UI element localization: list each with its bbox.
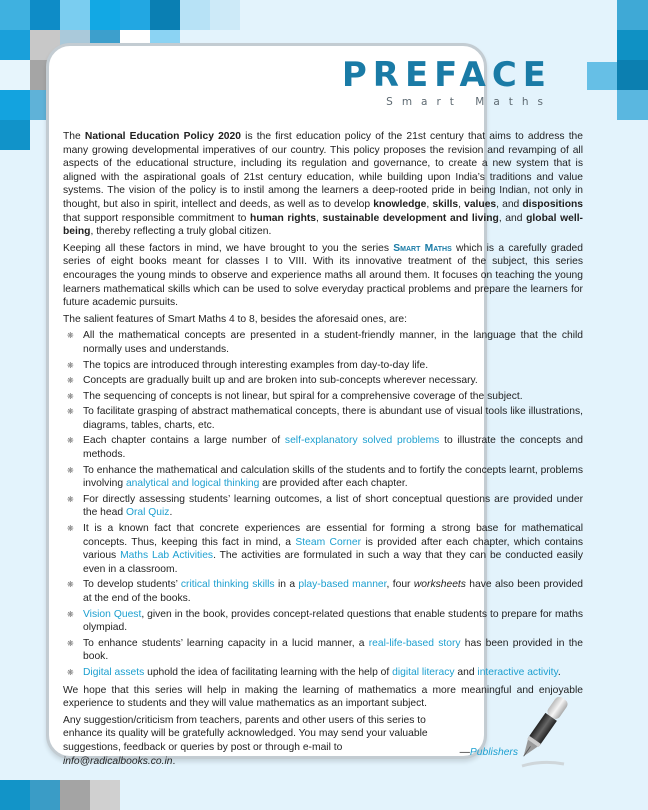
bold-text: skills [432, 198, 459, 210]
bullet-icon: ❋ [67, 331, 74, 341]
bullet-icon: ❋ [67, 580, 74, 590]
list-item [63, 405, 583, 432]
bullet-icon: ❋ [67, 609, 74, 619]
signature-dash: — [459, 747, 470, 758]
highlight-text: self-explanatory solved problems [284, 435, 440, 447]
text: To facilitate grasping of abstract mathematical concepts, there is abundant use of visual tools like illustrations, diagrams, tables, charts, etc. [83, 406, 583, 431]
highlight-text: Digital assets [83, 666, 145, 678]
bullet-icon: ❋ [67, 391, 74, 401]
page-subtitle: Smart Maths [386, 96, 552, 108]
text: has been provided in the book. [83, 637, 584, 663]
list-item [63, 359, 583, 373]
bullet-icon: ❋ [67, 436, 74, 446]
text: have also been provided at the end of the books. [83, 579, 584, 604]
text: Any suggestion/criticism from teachers, parents and other users of this series to enhance its quality will be gratefully acknowledged. You may send your valuable suggestions, feedback or queries by post or through e-mail to [63, 714, 428, 753]
text: , and [496, 198, 523, 210]
text: , given in the book, provides concept-related questions that enable students to prepare for maths olympiad. [83, 608, 583, 634]
bold-text: values [464, 198, 497, 210]
bold-text: National Education Policy 2020 [84, 131, 241, 142]
text: . [169, 507, 173, 519]
text: . [557, 666, 561, 678]
text: , four [386, 579, 414, 591]
italic-text: worksheets [413, 579, 466, 591]
bold-text: sustainable development and living [322, 212, 499, 224]
text: To enhance the mathematical and calculation skills of the students and to fortify the concepts learnt, problems involving [83, 464, 583, 490]
preface-body [63, 130, 583, 771]
text: The sequencing of concepts is not linear, but spiral for a comprehensive coverage of the subject. [83, 390, 523, 402]
bullet-icon: ❋ [67, 376, 74, 386]
text: are provided after each chapter. [259, 478, 408, 490]
highlight-text: play-based manner [298, 579, 387, 591]
bullet-icon: ❋ [67, 494, 74, 504]
bold-text: global well-being [63, 212, 583, 238]
list-item [63, 522, 583, 576]
bold-text: dispositions [522, 198, 583, 210]
highlight-text: analytical and logical thinking [125, 478, 260, 490]
highlight-text: digital literacy [392, 666, 455, 678]
text: , [316, 212, 323, 224]
bullet-icon: ❋ [67, 638, 74, 648]
intro-paragraph [63, 130, 583, 239]
header [341, 55, 552, 108]
bullet-icon: ❋ [67, 360, 74, 370]
brand-name: Smart Maths [393, 242, 452, 254]
text: is the first education policy of the 21st century that aims to address the many growing developmental imperatives of our country. This policy proposes the revision and revamping of all aspects of the educational structure, including its regulation and governance, to create a new system that is aligned with the aspirational goals of 21st century education, while building upon India’s traditions and value systems. The vision of the policy is to instil among the learners a deep-rooted pride in being Indian, not only in thought, but also in spirit, intellect and deeds, as well as to develop [63, 131, 584, 210]
bold-text: knowledge [373, 198, 427, 210]
text: The topics are introduced through interesting examples from day-to-day life. [83, 359, 429, 371]
text: , [458, 198, 465, 210]
bullet-icon: ❋ [67, 667, 74, 677]
list-item [63, 608, 583, 635]
bullet-icon: ❋ [67, 407, 74, 417]
features-intro: The salient features of Smart Maths 4 to 8, besides the aforesaid ones, are: [63, 313, 407, 325]
fountain-pen-icon [512, 690, 572, 770]
text: All the mathematical concepts are presented in a student-friendly manner, in the language that the child normally uses and understands. [83, 330, 583, 355]
email-link[interactable]: info@radicalbooks.co.in [63, 755, 173, 767]
text: . The activities are formulated in such a way that they can be conducted easily even in a classroom. [83, 550, 583, 575]
signature-name: Publishers [469, 747, 518, 758]
highlight-text: Maths Lab Activities [120, 550, 214, 562]
list-item [63, 329, 583, 356]
text: , [426, 198, 433, 210]
text: . [172, 755, 176, 767]
list-item [63, 578, 583, 605]
contact-paragraph [63, 714, 453, 768]
text: To enhance students’ learning capacity in a lucid manner, a [83, 637, 369, 649]
closing-paragraph: We hope that this series will help in making the learning of mathematics a more meaningful and enjoyable experience to students and they will value mathematics as an important subject. [63, 684, 583, 710]
bullet-icon: ❋ [67, 524, 74, 534]
text: which is a carefully graded series of eight books meant for classes I to VIII. With its innovative treatment of the subject, this series encourages the young minds to observe and experience maths all around them. It focuses on teaching the young learners mathematical skills which can be used to solve everyday practical problems and prepare the learners for future academic pursuits. [63, 242, 583, 309]
text: , thereby reflecting a truly global citizen. [90, 226, 272, 238]
list-item [63, 464, 583, 491]
text: is provided after each chapter, which contains various [83, 536, 583, 562]
signature [460, 747, 518, 758]
list-item [63, 493, 583, 520]
text: and [454, 666, 478, 678]
text: to illustrate the concepts and methods. [83, 435, 583, 461]
highlight-text: interactive activity [477, 666, 558, 678]
list-item [63, 637, 583, 664]
list-item [63, 374, 583, 388]
highlight-text: Oral Quiz [125, 507, 170, 519]
features-list [63, 329, 583, 679]
highlight-text: Steam Corner [295, 536, 362, 548]
list-item [63, 390, 583, 404]
list-item [63, 666, 583, 680]
series-paragraph [63, 242, 583, 310]
page-title: PREFACE [341, 55, 552, 95]
text: in a [274, 579, 299, 591]
bullet-icon: ❋ [67, 465, 74, 475]
text: Each chapter contains a large number of [83, 435, 285, 447]
text: uphold the idea of facilitating learning with the help of [144, 666, 393, 678]
text: For directly assessing students’ learning outcomes, a list of short conceptual questions are provided under the head [83, 493, 583, 519]
highlight-text: critical thinking skills [180, 579, 275, 591]
highlight-text: real-life-based story [368, 637, 461, 649]
text: The [63, 131, 85, 142]
text: To develop students’ [83, 579, 181, 591]
text: Keeping all these factors in mind, we have brought to you the series [63, 242, 394, 254]
text: Concepts are gradually built up and are broken into sub-concepts wherever necessary. [83, 375, 478, 387]
list-item [63, 434, 583, 461]
text: It is a known fact that concrete experiences are essential for forming a strong base for mathematical concepts. Thus, keeping this fact in mind, a [83, 523, 583, 548]
text: , and [498, 212, 527, 224]
bold-text: human rights [250, 212, 317, 224]
text: that support responsible commitment to [63, 212, 251, 224]
highlight-text: Vision Quest [83, 608, 142, 620]
